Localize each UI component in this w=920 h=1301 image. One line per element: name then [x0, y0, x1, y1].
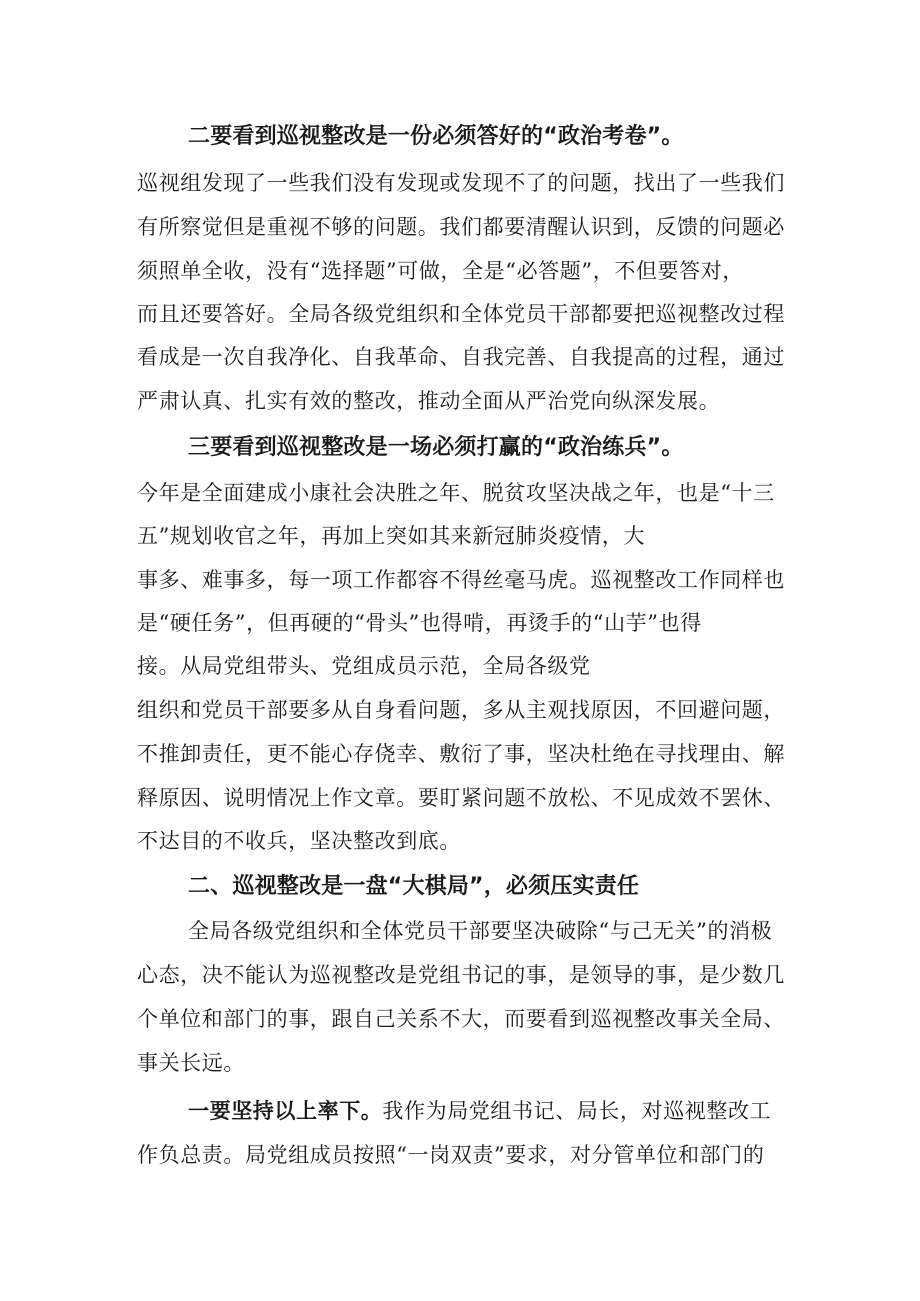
paragraph-line: 有所察觉但是重视不够的问题。我们都要清醒认识到，反馈的问题必: [137, 215, 785, 239]
paragraph-line: 今年是全面建成小康社会决胜之年、脱贫攻坚决战之年，也是“十三: [137, 481, 775, 505]
heading-political-exam: 二要看到巡视整改是一份必须答好的“政治考卷”。: [188, 124, 684, 149]
paragraph-line: 而且还要答好。全局各级党组织和全体党员干部都要把巡视整改过程: [137, 302, 785, 326]
section-heading-big-chess: 二、巡视整改是一盘“大棋局”，必须压实责任: [188, 874, 640, 899]
paragraph-line: 释原因、说明情况上作文章。要盯紧问题不放松、不见成效不罢休、: [137, 786, 785, 810]
paragraph-line: 事多、难事多，每一项工作都容不得丝毫马虎。巡视整改工作同样也: [137, 568, 785, 592]
paragraph-line: 不推卸责任，更不能心存侥幸、敷衍了事，坚决杜绝在寻找理由、解: [137, 742, 785, 766]
paragraph-line: 严肃认真、扎实有效的整改，推动全面从严治党向纵深发展。: [137, 389, 721, 413]
paragraph-line: 作负总责。局党组成员按照“一岗双责”要求，对分管单位和部门的: [137, 1143, 765, 1167]
paragraph-line: 是“硬任务”，但再硬的“骨头”也得啃，再烫手的“山芋”也得: [137, 611, 702, 635]
point-one-lead: 一要坚持以上率下。: [188, 1099, 383, 1123]
paragraph-line: 须照单全收，没有“选择题”可做，全是“必答题”，不但要答对，: [137, 259, 744, 283]
paragraph-line: 五”规划收官之年，再加上突如其来新冠肺炎疫情，大: [137, 524, 646, 548]
paragraph-line: 组织和党员干部要多从自身看问题，多从主观找原因，不回避问题，: [137, 698, 785, 722]
paragraph-line: 巡视组发现了一些我们没有发现或发现不了的问题，找出了一些我们: [137, 171, 785, 195]
heading-political-drill: 三要看到巡视整改是一场必须打赢的“政治练兵”。: [188, 435, 684, 460]
point-one-text: 我作为局党组书记、局长，对巡视整改工: [382, 1099, 772, 1123]
point-one-line: [188, 1096, 771, 1126]
paragraph-line: 不达目的不收兵，坚决整改到底。: [137, 829, 461, 853]
paragraph-line: 看成是一次自我净化、自我革命、自我完善、自我提高的过程，通过: [137, 345, 785, 369]
paragraph-line: 事关长远。: [137, 1051, 245, 1075]
paragraph-line: 全局各级党组织和全体党员干部要坚决破除“与己无关”的消极: [188, 919, 773, 943]
paragraph-line: 心态，决不能认为巡视整改是党组书记的事，是领导的事，是少数几: [137, 963, 785, 987]
paragraph-line: 接。从局党组带头、党组成员示范，全局各级党: [137, 654, 591, 678]
paragraph-line: 个单位和部门的事，跟自己关系不大，而要看到巡视整改事关全局、: [137, 1007, 785, 1031]
